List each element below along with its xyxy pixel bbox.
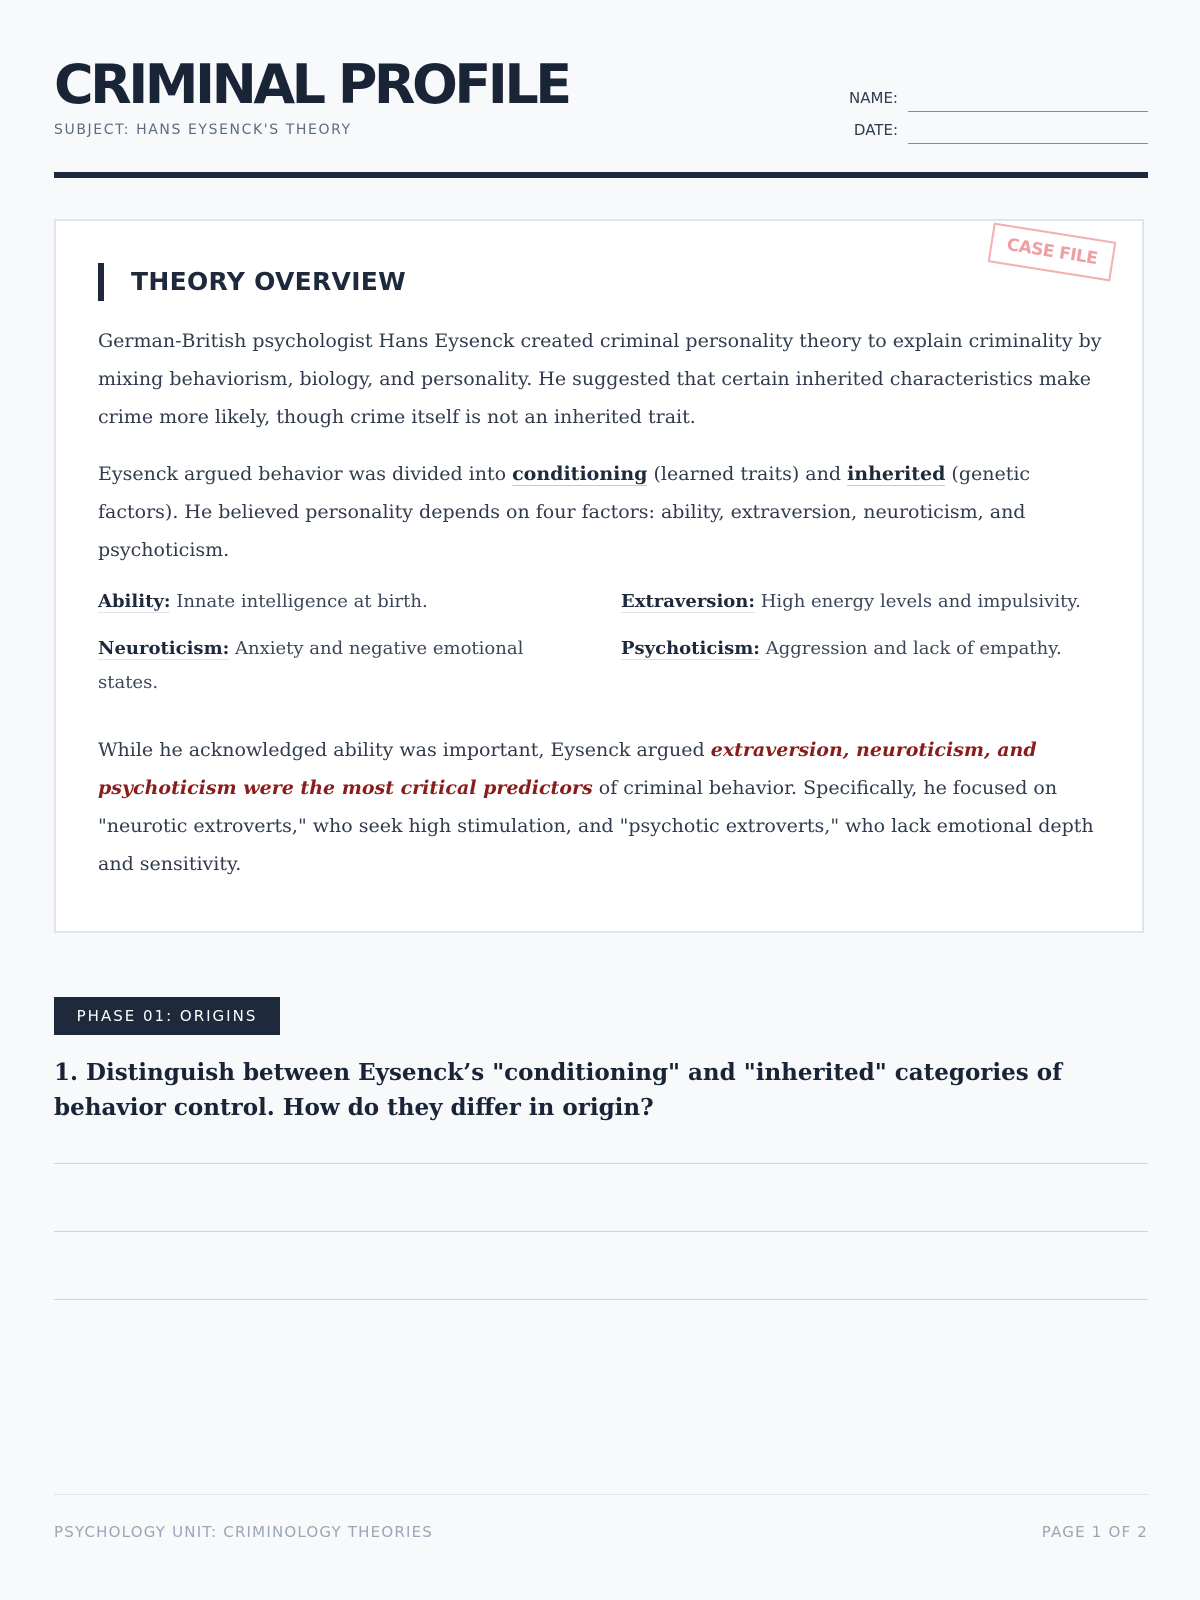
phase-badge: PHASE 01: ORIGINS — [54, 997, 280, 1035]
answer-line[interactable] — [54, 1231, 1148, 1232]
case-file-stamp: CASE FILE — [988, 223, 1117, 282]
definition-text: High energy levels and impulsivity. — [755, 591, 1081, 612]
overview-paragraph-2 — [98, 455, 1108, 569]
definitions-grid — [98, 585, 1108, 715]
p2-text-b: (learned traits) and — [647, 463, 848, 485]
name-label: NAME: — [849, 89, 898, 107]
definition-ability — [98, 585, 568, 619]
definition-text: Innate intelligence at birth. — [170, 591, 428, 612]
overview-paragraph-1: German-British psychologist Hans Eysenck created criminal personality theory to explain criminality by mixing behaviorism, biology, and personality. He suggested that certain inherited characteristics make crime more likely, though crime itself is not an inherited trait. — [98, 330, 1102, 428]
definition-term: Neuroticism: — [98, 638, 230, 659]
definition-extraversion — [621, 585, 1108, 619]
p2-text-c: (genetic factors). He believed personality depends on four factors: ability, extraversion, neuroticism, and psychoticism. — [98, 463, 1031, 561]
definition-term: Ability: — [98, 591, 171, 612]
p4-text-b: of criminal behavior. Specifically, he focused on "neurotic extroverts," who seek high stimulation, and "psychotic extroverts," who lack emotional depth and sensitivity. — [98, 777, 1094, 875]
p2-text-a: Eysenck argued behavior was divided into — [98, 463, 513, 485]
emphasis-predictors: extraversion, neuroticism, and psychoticism were the most critical predictors — [98, 739, 1037, 799]
answer-line[interactable] — [54, 1299, 1148, 1300]
definition-text: Aggression and lack of empathy. — [759, 638, 1062, 659]
footer-page-number: PAGE 1 OF 2 — [1041, 1523, 1148, 1541]
p4-text-a: While he acknowledged ability was important, Eysenck argued — [98, 739, 711, 761]
term-inherited: inherited — [847, 463, 946, 485]
section-accent-bar — [98, 263, 104, 301]
section-title: THEORY OVERVIEW — [131, 267, 407, 296]
answer-line[interactable] — [54, 1163, 1148, 1164]
question-1: 1. Distinguish between Eysenck’s "conditioning" and "inherited" categories of behavior control. How do they differ in origin? — [54, 1059, 1062, 1121]
date-input-line[interactable] — [908, 143, 1148, 144]
name-input-line[interactable] — [908, 111, 1148, 112]
theory-overview-card — [54, 219, 1144, 933]
definition-term: Psychoticism: — [621, 638, 760, 659]
definition-term: Extraversion: — [621, 591, 756, 612]
definition-text: Anxiety and negative emotional states. — [98, 638, 524, 693]
definition-neuroticism — [98, 632, 568, 700]
term-conditioning: conditioning — [512, 463, 648, 485]
date-field[interactable] — [818, 118, 1148, 144]
header-divider — [54, 172, 1148, 178]
definition-psychoticism — [621, 632, 1108, 666]
footer-divider — [54, 1494, 1148, 1495]
page-title: CRIMINAL PROFILE — [54, 53, 569, 116]
name-field[interactable] — [818, 86, 1148, 112]
date-label: DATE: — [853, 121, 898, 139]
page-header — [54, 50, 1148, 180]
page-subtitle: SUBJECT: HANS EYSENCK'S THEORY — [54, 122, 352, 138]
footer-unit: PSYCHOLOGY UNIT: CRIMINOLOGY THEORIES — [54, 1523, 433, 1541]
overview-paragraph-3 — [98, 731, 1108, 883]
